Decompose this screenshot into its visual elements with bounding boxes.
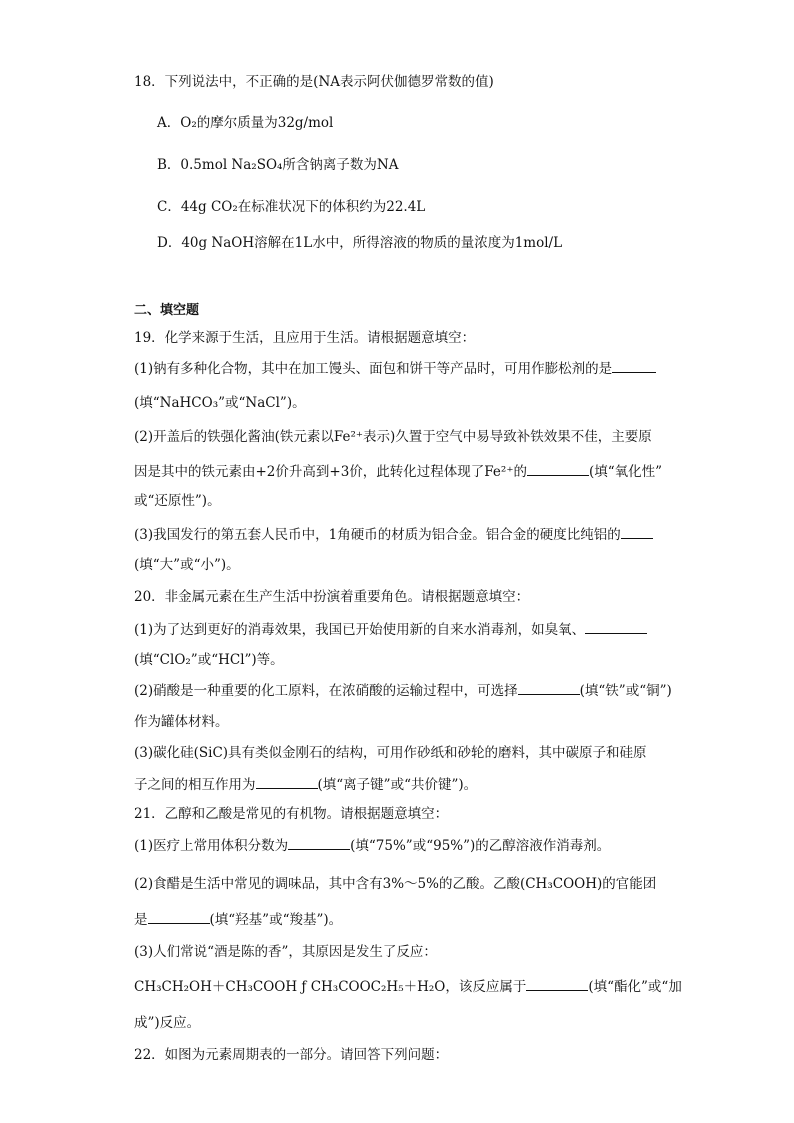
q21-part2-line2 xyxy=(134,909,342,930)
q20-part3-line1: (3)碳化硅(SiC)具有类似金刚石的结构，可用作砂纸和砂轮的磨料，其中碳原子和硅原 xyxy=(134,745,647,761)
q20-part2-hint: (填“铁”或“铜”) xyxy=(579,683,672,699)
q21-part1-line1 xyxy=(134,835,610,856)
q20-part2-line1 xyxy=(134,680,672,701)
q20-part1-line2: (填“ClO₂”或“HCl”)等。 xyxy=(134,652,284,668)
q19-part2-text: 因是其中的铁元素由+2价升高到+3价，此转化过程体现了Fe²⁺的 xyxy=(134,464,527,480)
q19-part3-text: (3)我国发行的第五套人民币中，1角硬币的材质为铝合金。铝合金的硬度比纯铝的 xyxy=(134,527,621,543)
q20-part2-text: (2)硝酸是一种重要的化工原料，在浓硝酸的运输过程中，可选择 xyxy=(134,683,518,699)
q21-part1-blank[interactable] xyxy=(288,835,350,850)
q21-part3-hint: (填“酯化”或“加 xyxy=(588,979,682,995)
q21-part1-hint: (填“75%”或“95%”)的乙醇溶液作消毒剂。 xyxy=(350,838,611,854)
q19-part2-line1: (2)开盖后的铁强化酱油(铁元素以Fe²⁺表示)久置于空气中易导致补铁效果不佳，主要原 xyxy=(134,429,652,445)
q19-part1-line2: (填“NaHCO₃”或“NaCl”)。 xyxy=(134,395,306,411)
q20-part3-text: 子之间的相互作用为 xyxy=(134,777,256,793)
q20-part3-blank[interactable] xyxy=(256,774,318,789)
q18-option-c: C．44g CO₂在标准状况下的体积约为22.4L xyxy=(157,199,426,215)
q20-part1-line1 xyxy=(134,619,647,640)
q21-part2-blank[interactable] xyxy=(148,909,210,924)
q20-part2-line2: 作为罐体材料。 xyxy=(134,714,229,730)
q21-part2-line1: (2)食醋是生活中常见的调味品，其中含有3%～5%的乙酸。乙酸(CH₃COOH)的官能团 xyxy=(134,876,657,892)
q22-stem: 22．如图为元素周期表的一部分。请回答下列问题： xyxy=(134,1047,449,1063)
q19-part2-line2 xyxy=(134,461,662,482)
q21-part3-blank[interactable] xyxy=(526,976,588,991)
q21-part3-line3: 成”)反应。 xyxy=(134,1015,201,1031)
q21-part2-hint: (填“羟基”或“羧基”)。 xyxy=(209,912,343,928)
q20-stem: 20．非金属元素在生产生活中扮演着重要角色。请根据题意填空： xyxy=(134,589,530,605)
q19-part2-hint: (填“氧化性” xyxy=(588,464,663,480)
q18-option-d: D．40g NaOH溶解在1L水中，所得溶液的物质的量浓度为1mol/L xyxy=(157,235,563,251)
q18-stem: 18．下列说法中，不正确的是(NA表示阿伏伽德罗常数的值) xyxy=(134,74,494,90)
q21-part3-line1: (3)人们常说“酒是陈的香”，其原因是发生了反应： xyxy=(134,944,437,960)
section-title-fill-in: 二、填空题 xyxy=(134,303,200,318)
q19-part3-line1 xyxy=(134,524,653,545)
q19-part1-line1 xyxy=(134,358,656,379)
q19-part1-text: (1)钠有多种化合物，其中在加工馒头、面包和饼干等产品时，可用作膨松剂的是 xyxy=(134,361,613,377)
q19-part3-line2: (填“大”或“小”)。 xyxy=(134,557,240,573)
q20-part3-hint: (填“离子键”或“共价键”)。 xyxy=(317,777,478,793)
q19-part2-line3: 或“还原性”)。 xyxy=(134,493,221,509)
q20-part3-line2 xyxy=(134,774,477,795)
q20-part2-blank[interactable] xyxy=(518,680,580,695)
q21-part1-text: (1)医疗上常用体积分数为 xyxy=(134,838,289,854)
q18-option-b: B．0.5mol Na₂SO₄所含钠离子数为NA xyxy=(157,157,399,173)
q21-part2-text: 是 xyxy=(134,912,148,928)
q19-part1-blank[interactable] xyxy=(612,358,656,373)
q20-part1-text: (1)为了达到更好的消毒效果，我国已开始使用新的自来水消毒剂，如臭氧、 xyxy=(134,622,586,638)
q21-stem: 21．乙醇和乙酸是常见的有机物。请根据题意填空： xyxy=(134,806,449,822)
q20-part1-blank[interactable] xyxy=(585,619,647,634)
q19-part2-blank[interactable] xyxy=(527,461,589,476)
q18-option-a: A．O₂的摩尔质量为32g/mol xyxy=(157,115,334,131)
q21-part3-equation: CH₃CH₂OH＋CH₃COOH ƒ CH₃COOC₂H₅＋H₂O，该反应属于 xyxy=(134,979,527,995)
q21-part3-line2 xyxy=(134,976,682,997)
q19-part3-blank[interactable] xyxy=(621,524,653,539)
q19-stem: 19．化学来源于生活，且应用于生活。请根据题意填空： xyxy=(134,330,476,346)
